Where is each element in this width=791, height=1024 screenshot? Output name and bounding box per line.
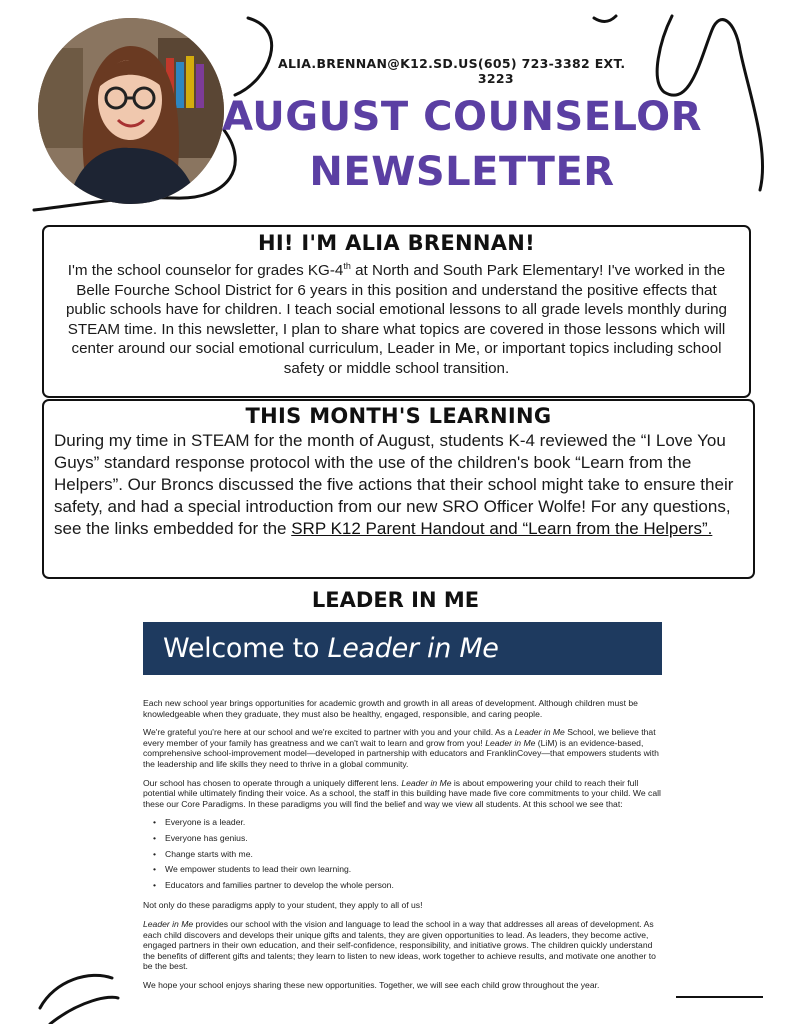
list-item: • Everyone is a leader. — [165, 817, 663, 828]
article-paragraph — [143, 919, 663, 972]
article-paragraph: Not only do these paradigms apply to your student, they apply to all of us! — [143, 900, 423, 911]
banner-text-em: Leader in Me — [327, 633, 499, 664]
article-paragraph — [143, 727, 663, 769]
list-item: • We empower students to lead their own learning. — [165, 864, 663, 875]
footer-rule — [676, 996, 763, 998]
intro-body-part: at North and South Park Elementary! I've worked in the Belle Fourche School District for 6 years in this position and understand the positive effects that public schools have for children. I teach social emotional lessons to all grade levels monthly during STEAM time. In this newsletter, I plan to share what topics are covered in those lessons which will center around our social emotional curriculum, Leader in Me, or important topics including school safety or middle school transition. — [65, 262, 727, 378]
article-paragraph: Each new school year brings opportunities for academic growth and growth in all areas of development. Although children must be knowledgeable when they graduate, they must also be healthy, engaged, responsible, and caring people. — [143, 698, 638, 719]
core-paradigms-list — [143, 817, 663, 890]
resource-link[interactable]: SRP K12 Parent Handout and “Learn from the Helpers”. — [291, 519, 713, 538]
text-em: Leader in Me — [514, 727, 565, 738]
intro-heading: HI! I'M ALIA BRENNAN! — [257, 231, 536, 255]
intro-body-sup: th — [343, 261, 351, 271]
text-part: (LiM) is an evidence-based, comprehensive school-improvement model—developed in partnership with educators and FranklinCovey—that empowers students with the leadership and life skills they need to thrive in a global community. — [143, 737, 659, 769]
text-em: Leader in Me — [143, 918, 194, 929]
title-line-2: NEWSLETTER — [309, 149, 615, 195]
article-paragraph — [143, 778, 663, 810]
intro-body-part: I'm the school counselor for grades KG-4 — [67, 262, 344, 280]
list-item: • Everyone has genius. — [165, 833, 663, 844]
text-part: We're grateful you're here at our school and we're excited to partner with you and your child. As a — [143, 727, 515, 738]
learning-heading: THIS MONTH'S LEARNING — [245, 404, 552, 428]
banner-text-part: Welcome to — [163, 633, 328, 664]
text-part: Our school has chosen to operate through a uniquely different lens. — [143, 777, 402, 788]
phone-text: (605) 723-3382 EXT. 3223 — [477, 56, 626, 86]
intro-box — [42, 225, 751, 398]
leader-in-me-article — [143, 698, 663, 998]
text-part: is about empowering your child to reach their full potential while ultimately finding their voice. As a school, the staff in this building have made five core commitments to your child. We call these our Core Paradigms. In these paradigms you will find the belief and way we view all students. At this school we see that: — [143, 777, 661, 809]
learning-box — [42, 399, 755, 579]
learning-body-text: During my time in STEAM for the month of August, students K-4 reviewed the “I Love You Guys” standard response protocol with the use of the children's book “Learn from the Helpers”. Our Broncs discussed the five actions that their school might take to ensure their safety, and had a special introduction from our new SRO Officer Wolfe! For any questions, see the links embedded for the — [54, 431, 734, 538]
contact-bar — [278, 56, 648, 86]
title-line-1: AUGUST COUNSELOR — [222, 94, 702, 140]
text-em: Leader in Me — [485, 737, 536, 748]
learning-body — [54, 430, 743, 540]
newsletter-title — [222, 90, 702, 200]
text-em: Leader in Me — [401, 777, 452, 788]
text-part: School, we believe that every member of your family has greatness and we can't wait to learn and grow from you! — [143, 727, 656, 748]
article-paragraph: We hope your school enjoys sharing these new opportunities. Together, we will see each child grow throughout the year. — [143, 979, 600, 990]
text-part: provides our school with the vision and language to lead the school in a way that addresses all areas of development. As each child discovers and develops their unique gifts and talents, they are given opportunities to lead. As leaders, they become active, engaged partners in their own education, and their self-confidence, responsibility, and initiative grows. The children quickly understand the benefits of different gifts and talents; they learn to listen to new ideas, work together to achieve results, and motivate one another to be the best. — [143, 918, 656, 972]
email-text: ALIA.BRENNAN@K12.SD.US — [278, 56, 478, 71]
intro-body — [58, 257, 735, 379]
banner-text — [153, 633, 499, 664]
leader-in-me-heading: LEADER IN ME — [311, 588, 480, 612]
profile-photo — [38, 18, 224, 204]
list-item: • Change starts with me. — [165, 849, 663, 860]
list-item: • Educators and families partner to develop the whole person. — [165, 880, 663, 891]
welcome-banner — [143, 622, 662, 675]
